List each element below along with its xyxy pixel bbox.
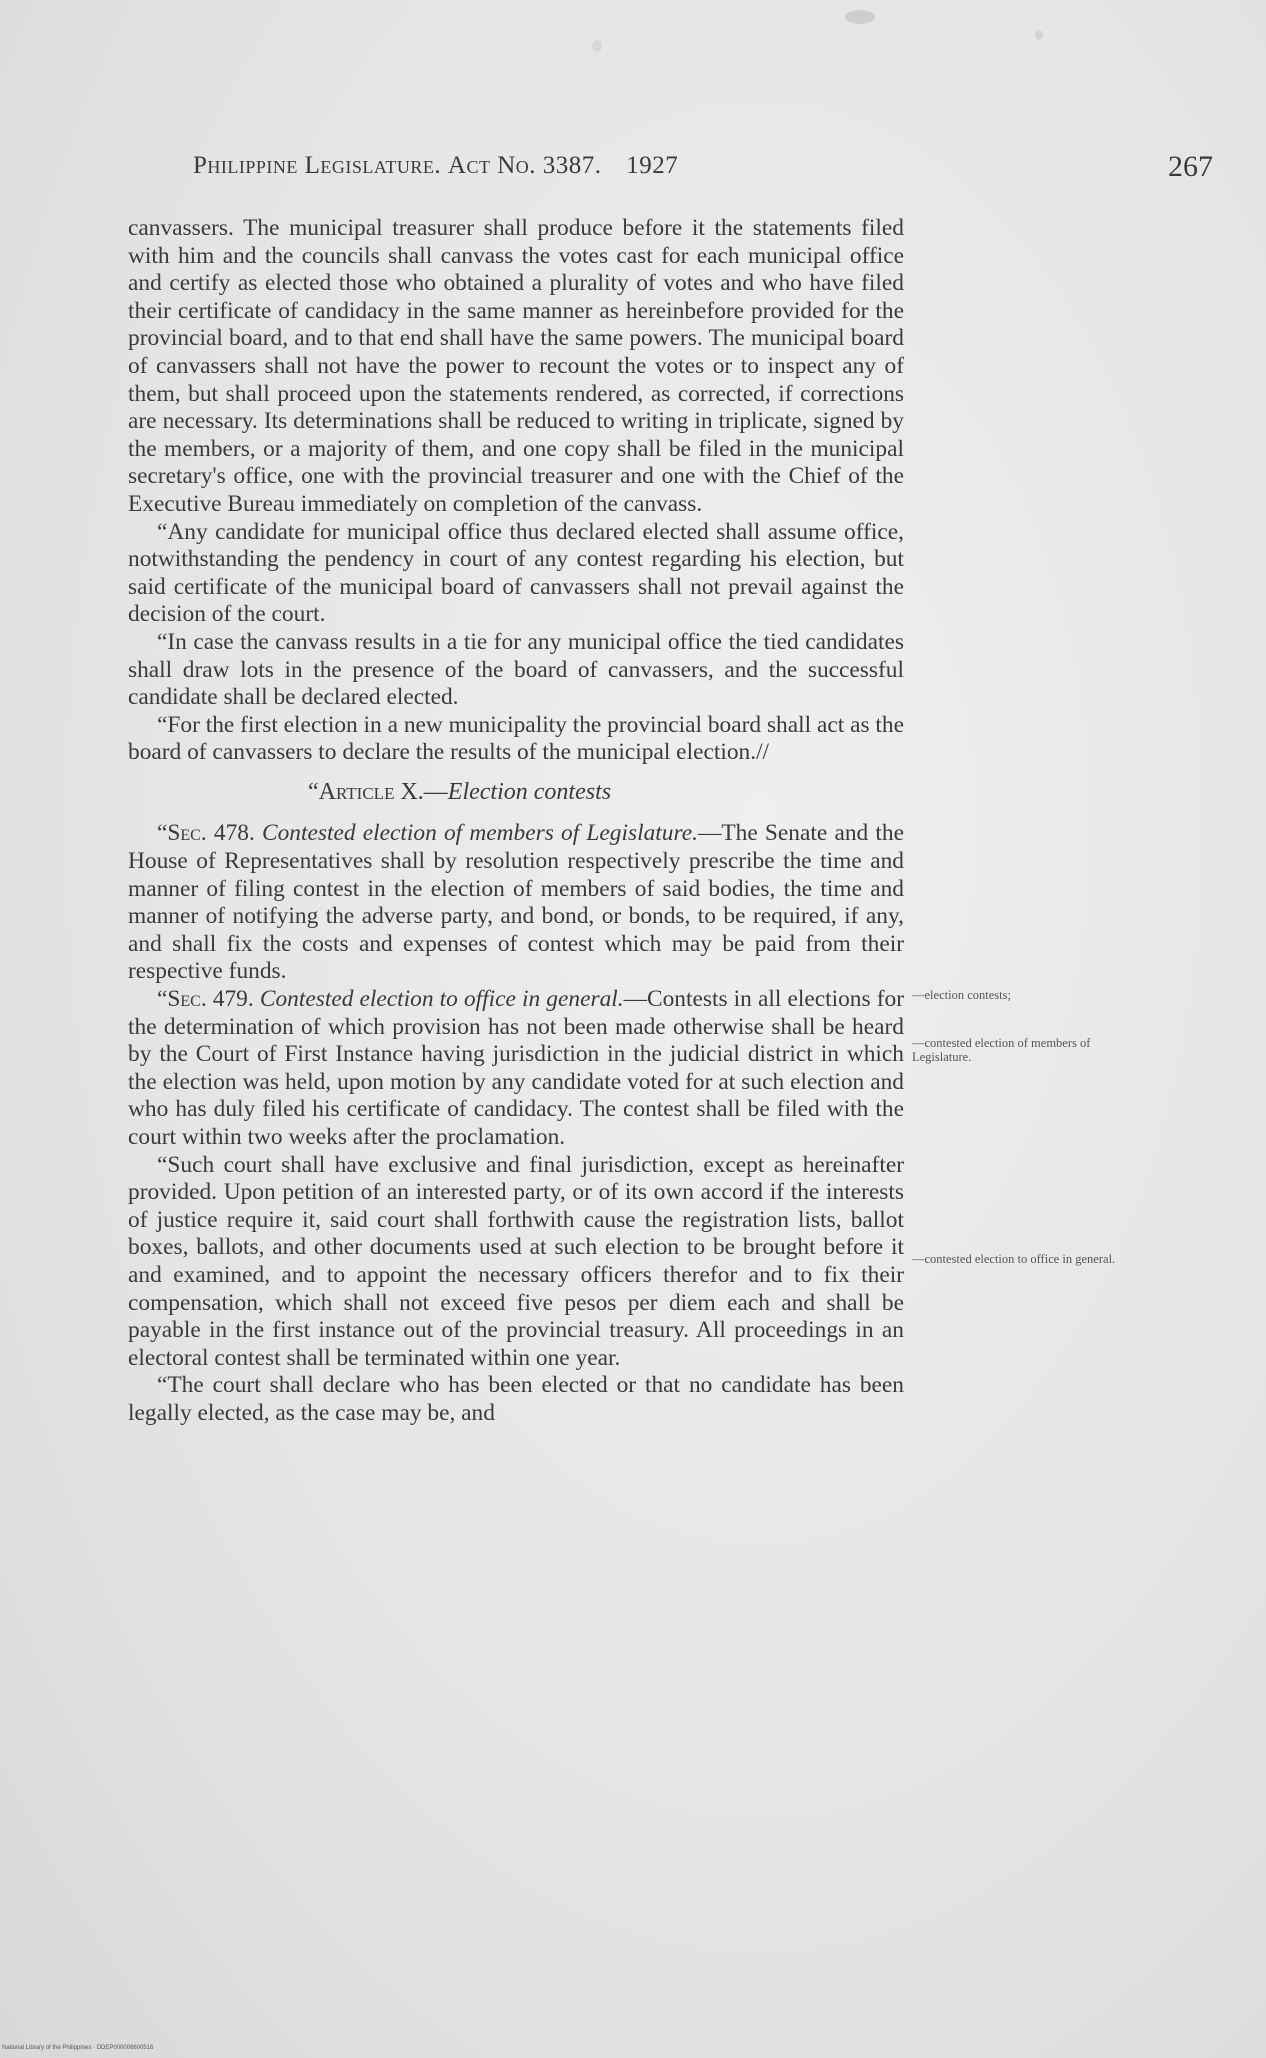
sidenote-sec479: —contested election to office in general. bbox=[912, 1252, 1116, 1266]
section-label: “Sec. 478. bbox=[157, 820, 263, 847]
page-smudge bbox=[845, 10, 875, 24]
sidenote-sec478: —contested election of members of Legislature. bbox=[912, 1036, 1091, 1064]
section-478 bbox=[128, 820, 904, 986]
page-smudge bbox=[592, 40, 602, 52]
article-label: “Article X.— bbox=[308, 778, 448, 805]
section-label: “Sec. 479. bbox=[157, 986, 260, 1013]
act-number: Act No. 3387. bbox=[447, 152, 602, 179]
body-paragraph: “Any candidate for municipal office thus declared elected shall assume office, notwithstanding the pendency in court of any contest regarding his election, but said certificate of the municipal board of canvassers shall not prevail against the decision of the court. bbox=[128, 518, 904, 628]
body-paragraph: “Such court shall have exclusive and final jurisdiction, except as hereinafter provided. Upon petition of an interested party, or of its own accord if the interests of justice require it, said court shall forthwith cause the registration lists, ballot boxes, ballots, and other documents used at such election to be brought before it and examined, and to appoint the necessary officers therefor and to fix their compensation, which shall not exceed five pesos per diem each and shall be payable in the first instance out of the provincial treasury. All proceedings in an electoral contest shall be terminated within one year. bbox=[128, 1151, 904, 1371]
article-heading bbox=[128, 779, 904, 807]
section-title: Contested election of members of Legislature. bbox=[262, 820, 698, 847]
page-number: 267 bbox=[1168, 150, 1213, 183]
body-paragraph: “For the first election in a new municipality the provincial board shall act as the board of canvassers to declare the results of the municipal election.// bbox=[128, 711, 904, 766]
footer-credit: National Library of the Philippines · DDEP000006600516 bbox=[2, 2045, 154, 2051]
section-text: —Contests in all elections for the determination of which provision has not been made otherwise shall be heard by the Court of First Instance having jurisdiction in the judicial district in which the election was held, upon motion by any candidate voted for at such election and who has duly filed his certificate of candidacy. The contest shall be filed with the court within two weeks after the proclamation. bbox=[128, 986, 904, 1150]
sidenote-election-contests: —election contests; bbox=[912, 988, 1011, 1002]
running-title: Philippine Legislature. bbox=[193, 152, 442, 179]
body-text bbox=[128, 215, 904, 1428]
section-479 bbox=[128, 986, 904, 1152]
header-year: 1927 bbox=[626, 152, 679, 179]
page-smudge bbox=[1035, 30, 1043, 40]
section-title: Contested election to office in general. bbox=[259, 986, 624, 1013]
running-header bbox=[193, 152, 853, 180]
body-paragraph: “The court shall declare who has been elected or that no candidate has been legally elected, as the case may be, and bbox=[128, 1372, 904, 1426]
article-title: Election contests bbox=[447, 778, 612, 805]
body-paragraph: “In case the canvass results in a tie for any municipal office the tied candidates shall draw lots in the presence of the board of canvassers, and the successful candidate shall be declared elected. bbox=[128, 628, 904, 711]
section-text: —The Senate and the House of Representatives shall by resolution respectively prescribe the time and manner of filing contest in the election of members of said bodies, the time and manner of notifying the adverse party, and bond, or bonds, to be required, if any, and shall fix the costs and expenses of contest which may be paid from their respective funds. bbox=[128, 820, 904, 985]
body-paragraph: canvassers. The municipal treasurer shall produce before it the statements filed with him and the councils shall canvass the votes cast for each municipal office and certify as elected those who obtained a plurality of votes and who have filed their certificate of candidacy in the same manner as hereinbefore provided for the provincial board, and to that end shall have the same powers. The municipal board of canvassers shall not have the power to recount the votes or to inspect any of them, but shall proceed upon the statements rendered, as corrected, if corrections are necessary. Its determinations shall be reduced to writing in triplicate, signed by the members, or a majority of them, and one copy shall be filed in the municipal secretary's office, one with the provincial treasurer and one with the Chief of the Executive Bureau immediately on completion of the canvass. bbox=[128, 215, 904, 517]
